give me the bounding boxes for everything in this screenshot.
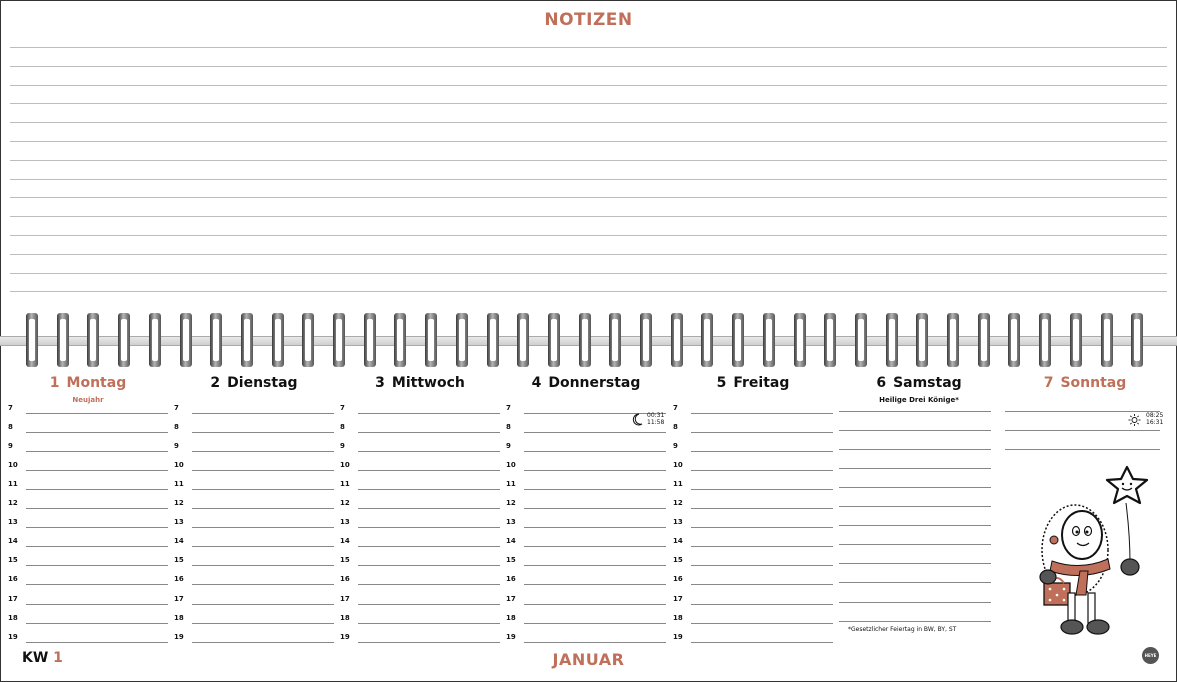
hour-label: 11 <box>174 480 184 489</box>
hour-line <box>358 489 500 490</box>
note-line[interactable] <box>839 525 991 526</box>
note-line[interactable] <box>839 602 991 603</box>
spiral-ring <box>701 313 713 367</box>
hour-label: 10 <box>506 461 516 470</box>
hour-line <box>26 584 168 585</box>
day-number: 2 <box>210 375 221 391</box>
hour-slot[interactable] <box>174 439 334 458</box>
hour-label: 8 <box>8 423 13 432</box>
hour-label: 16 <box>506 575 516 584</box>
note-line[interactable] <box>10 197 1167 198</box>
hour-slot[interactable] <box>506 572 666 591</box>
hour-label: 16 <box>174 575 184 584</box>
note-line[interactable] <box>10 235 1167 236</box>
spiral-ring <box>609 313 621 367</box>
spiral-ring <box>548 313 560 367</box>
hour-slot[interactable] <box>174 534 334 553</box>
hour-line <box>192 604 334 605</box>
note-line[interactable] <box>839 621 991 622</box>
hour-label: 13 <box>673 518 683 527</box>
note-line[interactable] <box>10 47 1167 48</box>
sun-rise: 08:25 <box>1146 412 1164 419</box>
day-name: Samstag <box>893 375 962 391</box>
spiral-ring <box>794 313 806 367</box>
hour-line <box>691 470 833 471</box>
spiral-ring <box>26 313 38 367</box>
note-line[interactable] <box>839 449 991 450</box>
hour-label: 13 <box>506 518 516 527</box>
hour-label: 16 <box>340 575 350 584</box>
hour-label: 7 <box>8 404 13 412</box>
hour-slot[interactable] <box>340 458 500 477</box>
hour-line <box>691 623 833 624</box>
hour-slot[interactable] <box>174 401 334 420</box>
note-line[interactable] <box>10 291 1167 292</box>
hour-line <box>192 623 334 624</box>
hour-line <box>358 546 500 547</box>
hour-slot[interactable] <box>340 401 500 420</box>
hour-label: 10 <box>174 461 184 470</box>
hour-line <box>524 565 666 566</box>
day-header <box>1005 375 1165 391</box>
hour-label: 15 <box>8 556 18 565</box>
hour-line <box>524 451 666 452</box>
hour-slot[interactable] <box>340 534 500 553</box>
note-line[interactable] <box>10 66 1167 67</box>
day-number: 3 <box>375 375 385 391</box>
hour-line <box>358 565 500 566</box>
spiral-ring <box>87 313 99 367</box>
note-line[interactable] <box>1005 411 1160 412</box>
hour-label: 7 <box>340 404 345 412</box>
hour-label: 18 <box>673 613 683 622</box>
day-header <box>839 375 999 391</box>
note-line[interactable] <box>839 487 991 488</box>
hour-label: 19 <box>506 632 516 641</box>
hour-line <box>26 642 168 643</box>
hour-line <box>26 604 168 605</box>
hour-label: 19 <box>340 632 350 641</box>
hour-slot[interactable] <box>673 611 833 630</box>
spiral-ring <box>302 313 314 367</box>
hour-label: 7 <box>673 404 678 412</box>
note-line[interactable] <box>839 544 991 545</box>
hour-label: 9 <box>340 442 345 451</box>
spiral-ring <box>57 313 69 367</box>
hour-line <box>691 508 833 509</box>
hour-line <box>358 413 500 414</box>
moon-set: 11:58 <box>647 419 665 426</box>
hour-slot[interactable] <box>340 420 500 439</box>
note-line[interactable] <box>10 273 1167 274</box>
hour-label: 15 <box>506 556 516 565</box>
hour-line <box>524 546 666 547</box>
hour-label: 12 <box>673 499 683 508</box>
hour-slot[interactable] <box>673 515 833 534</box>
hour-slot[interactable] <box>8 496 168 515</box>
hour-line <box>358 451 500 452</box>
month-title: JANUAR <box>552 650 625 669</box>
hour-label: 10 <box>340 461 350 470</box>
spiral-ring <box>1101 313 1113 367</box>
hour-line <box>26 623 168 624</box>
holiday-label: Neujahr <box>72 396 104 404</box>
day-header <box>8 375 168 391</box>
hour-label: 14 <box>340 537 350 546</box>
hour-label: 8 <box>506 423 511 432</box>
hour-label: 11 <box>8 480 18 489</box>
hour-slot[interactable] <box>673 401 833 420</box>
hour-slot[interactable] <box>506 477 666 496</box>
hour-slot[interactable] <box>8 553 168 572</box>
hour-line <box>26 432 168 433</box>
hour-slot[interactable] <box>340 553 500 572</box>
note-line[interactable] <box>10 254 1167 255</box>
note-line[interactable] <box>10 103 1167 104</box>
hour-line <box>691 451 833 452</box>
hour-slot[interactable] <box>8 611 168 630</box>
hour-slot[interactable] <box>174 611 334 630</box>
day-name: Donnerstag <box>548 375 641 391</box>
hour-label: 19 <box>673 632 683 641</box>
moon-icon <box>632 413 643 426</box>
hour-label: 19 <box>8 632 18 641</box>
spiral-ring <box>272 313 284 367</box>
hour-label: 15 <box>673 556 683 565</box>
hour-slot[interactable] <box>506 439 666 458</box>
hour-line <box>358 584 500 585</box>
hour-line <box>691 642 833 643</box>
hour-line <box>691 565 833 566</box>
hour-line <box>358 508 500 509</box>
note-line[interactable] <box>10 141 1167 142</box>
sun-set: 16:31 <box>1146 419 1164 426</box>
hour-line <box>691 413 833 414</box>
hour-slot[interactable] <box>673 553 833 572</box>
spiral-ring <box>916 313 928 367</box>
hour-line <box>192 508 334 509</box>
hour-label: 8 <box>174 423 179 432</box>
hour-label: 16 <box>8 575 18 584</box>
spiral-ring <box>947 313 959 367</box>
hour-slot[interactable] <box>174 515 334 534</box>
hour-label: 7 <box>506 404 511 412</box>
hour-label: 19 <box>174 632 184 641</box>
day-number: 7 <box>1043 375 1054 391</box>
note-line[interactable] <box>839 468 991 469</box>
spiral-ring <box>180 313 192 367</box>
hour-line <box>192 413 334 414</box>
hour-label: 12 <box>8 499 18 508</box>
hour-label: 17 <box>8 594 18 603</box>
hour-slot[interactable] <box>174 630 334 649</box>
hour-line <box>26 413 168 414</box>
hour-label: 9 <box>673 442 678 451</box>
spiral-ring <box>149 313 161 367</box>
moon-rise: 00:31 <box>647 412 665 419</box>
hour-label: 12 <box>340 499 350 508</box>
hour-label: 9 <box>506 442 511 451</box>
hour-label: 12 <box>506 499 516 508</box>
hour-line <box>26 546 168 547</box>
day-number: 4 <box>531 375 542 391</box>
hour-line <box>524 470 666 471</box>
hour-line <box>26 451 168 452</box>
hour-label: 18 <box>8 613 18 622</box>
hour-label: 11 <box>506 480 516 489</box>
spiral-ring <box>978 313 990 367</box>
spiral-ring <box>855 313 867 367</box>
note-line[interactable] <box>10 85 1167 86</box>
hour-slot[interactable] <box>340 611 500 630</box>
spiral-ring <box>1131 313 1143 367</box>
spiral-ring <box>824 313 836 367</box>
hour-line <box>524 527 666 528</box>
hour-line <box>192 470 334 471</box>
hour-line <box>524 508 666 509</box>
hour-slot[interactable] <box>8 572 168 591</box>
hour-slot[interactable] <box>506 630 666 649</box>
calendar-week-number: 1 <box>53 650 63 666</box>
spiral-ring <box>241 313 253 367</box>
spiral-ring <box>763 313 775 367</box>
day-number: 6 <box>876 375 887 391</box>
spiral-ring <box>1039 313 1051 367</box>
note-line[interactable] <box>10 122 1167 123</box>
hour-slot[interactable] <box>8 420 168 439</box>
hour-slot[interactable] <box>673 534 833 553</box>
hour-label: 18 <box>340 613 350 622</box>
holiday-label: Heilige Drei Könige* <box>879 396 959 404</box>
hour-slot[interactable] <box>340 477 500 496</box>
hour-slot[interactable] <box>506 496 666 515</box>
hour-line <box>691 546 833 547</box>
hour-line <box>192 489 334 490</box>
hour-label: 9 <box>174 442 179 451</box>
hour-label: 18 <box>174 613 184 622</box>
hour-label: 17 <box>673 594 683 603</box>
day-name: Mittwoch <box>391 375 465 391</box>
hour-slot[interactable] <box>506 515 666 534</box>
day-name: Sonntag <box>1060 375 1127 391</box>
hour-label: 14 <box>506 537 516 546</box>
spiral-ring <box>579 313 591 367</box>
spiral-ring <box>210 313 222 367</box>
hour-line <box>691 584 833 585</box>
hour-slot[interactable] <box>340 515 500 534</box>
hour-slot[interactable] <box>673 572 833 591</box>
sheep-with-star-balloon-illustration <box>1030 455 1165 640</box>
hour-slot[interactable] <box>506 553 666 572</box>
hour-slot[interactable] <box>673 420 833 439</box>
hour-label: 13 <box>340 518 350 527</box>
note-line[interactable] <box>839 563 991 564</box>
day-name: Montag <box>66 375 127 391</box>
spiral-ring <box>732 313 744 367</box>
hour-slot[interactable] <box>174 420 334 439</box>
hour-slot[interactable] <box>673 496 833 515</box>
hour-label: 18 <box>506 613 516 622</box>
hour-line <box>691 432 833 433</box>
publisher-logo: HEYE <box>1142 647 1159 664</box>
hour-line <box>26 470 168 471</box>
spiral-ring <box>364 313 376 367</box>
hour-label: 17 <box>174 594 184 603</box>
hour-label: 10 <box>673 461 683 470</box>
hour-slot[interactable] <box>174 553 334 572</box>
day-number: 1 <box>49 375 60 391</box>
hour-line <box>192 432 334 433</box>
hour-slot[interactable] <box>174 572 334 591</box>
spiral-ring <box>456 313 468 367</box>
note-line[interactable] <box>10 179 1167 180</box>
hour-slot[interactable] <box>673 439 833 458</box>
hour-label: 15 <box>340 556 350 565</box>
hour-line <box>524 604 666 605</box>
spiral-ring <box>671 313 683 367</box>
hour-label: 13 <box>174 518 184 527</box>
hour-line <box>26 565 168 566</box>
hour-slot[interactable] <box>8 439 168 458</box>
hour-line <box>192 584 334 585</box>
hour-slot[interactable] <box>506 592 666 611</box>
hour-line <box>524 642 666 643</box>
notes-title: NOTIZEN <box>544 10 633 30</box>
spiral-ring <box>425 313 437 367</box>
hour-label: 12 <box>174 499 184 508</box>
hour-slot[interactable] <box>340 496 500 515</box>
day-name: Dienstag <box>227 375 298 391</box>
hour-slot[interactable] <box>8 534 168 553</box>
hour-slot[interactable] <box>673 458 833 477</box>
day-header <box>673 375 833 391</box>
note-line[interactable] <box>10 160 1167 161</box>
hour-label: 8 <box>673 423 678 432</box>
hour-slot[interactable] <box>673 630 833 649</box>
spiral-ring <box>517 313 529 367</box>
hour-slot[interactable] <box>506 458 666 477</box>
hour-line <box>26 508 168 509</box>
hour-line <box>358 623 500 624</box>
hour-line <box>358 432 500 433</box>
hour-line <box>192 451 334 452</box>
note-line[interactable] <box>10 216 1167 217</box>
hour-label: 14 <box>8 537 18 546</box>
spiral-ring <box>1070 313 1082 367</box>
hour-label: 7 <box>174 404 179 412</box>
hour-line <box>524 489 666 490</box>
hour-line <box>524 623 666 624</box>
day-header <box>174 375 334 391</box>
hour-label: 11 <box>673 480 683 489</box>
hour-slot[interactable] <box>340 592 500 611</box>
hour-slot[interactable] <box>340 572 500 591</box>
note-line[interactable] <box>1005 430 1160 431</box>
spiral-ring <box>394 313 406 367</box>
spiral-ring <box>886 313 898 367</box>
hour-line <box>691 527 833 528</box>
spiral-ring <box>333 313 345 367</box>
note-line[interactable] <box>839 411 991 412</box>
note-line[interactable] <box>839 506 991 507</box>
spiral-ring <box>487 313 499 367</box>
hour-line <box>192 642 334 643</box>
day-name: Freitag <box>733 375 790 391</box>
hour-label: 11 <box>340 480 350 489</box>
hour-slot[interactable] <box>673 592 833 611</box>
hour-slot[interactable] <box>340 439 500 458</box>
hour-slot[interactable] <box>8 401 168 420</box>
hour-line <box>358 470 500 471</box>
hour-label: 16 <box>673 575 683 584</box>
hour-line <box>524 432 666 433</box>
hour-slot[interactable] <box>8 477 168 496</box>
note-line[interactable] <box>1005 449 1160 450</box>
hour-label: 15 <box>174 556 184 565</box>
hour-slot[interactable] <box>673 477 833 496</box>
spiral-ring <box>118 313 130 367</box>
holiday-footnote: *Gesetzlicher Feiertag in BW, BY, ST <box>848 626 957 633</box>
hour-slot[interactable] <box>506 534 666 553</box>
hour-line <box>358 527 500 528</box>
hour-line <box>192 527 334 528</box>
hour-slot[interactable] <box>340 630 500 649</box>
hour-slot[interactable] <box>174 592 334 611</box>
hour-label: 8 <box>340 423 345 432</box>
hour-slot[interactable] <box>506 611 666 630</box>
calendar-week-prefix: KW <box>22 650 49 666</box>
hour-line <box>192 565 334 566</box>
hour-label: 17 <box>506 594 516 603</box>
hour-slot[interactable] <box>174 496 334 515</box>
day-header <box>506 375 666 391</box>
sun-icon <box>1128 413 1141 426</box>
day-number: 5 <box>716 375 727 391</box>
hour-line <box>192 546 334 547</box>
hour-line <box>691 489 833 490</box>
hour-line <box>358 604 500 605</box>
hour-slot[interactable] <box>8 515 168 534</box>
hour-line <box>358 642 500 643</box>
hour-label: 9 <box>8 442 13 451</box>
day-header <box>340 375 500 391</box>
hour-line <box>26 489 168 490</box>
hour-label: 14 <box>673 537 683 546</box>
hour-label: 14 <box>174 537 184 546</box>
hour-label: 10 <box>8 461 18 470</box>
hour-slot[interactable] <box>174 477 334 496</box>
hour-line <box>691 604 833 605</box>
note-line[interactable] <box>839 430 991 431</box>
hour-slot[interactable] <box>8 630 168 649</box>
note-line[interactable] <box>839 582 991 583</box>
hour-label: 17 <box>340 594 350 603</box>
spiral-ring <box>1008 313 1020 367</box>
hour-label: 13 <box>8 518 18 527</box>
hour-line <box>524 584 666 585</box>
hour-slot[interactable] <box>8 592 168 611</box>
hour-slot[interactable] <box>174 458 334 477</box>
hour-line <box>524 413 666 414</box>
hour-slot[interactable] <box>8 458 168 477</box>
hour-line <box>26 527 168 528</box>
spiral-ring <box>640 313 652 367</box>
